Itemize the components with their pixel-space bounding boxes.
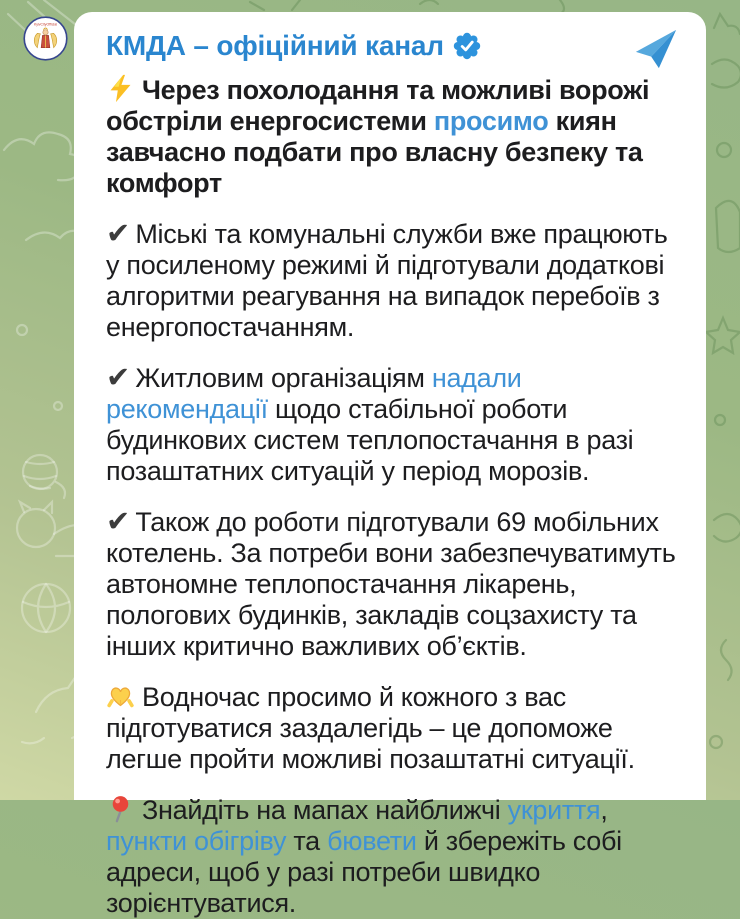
check-icon: ✔ [106,360,131,394]
text-segment: Житловим організаціям [135,363,432,393]
message-paragraph [106,362,682,487]
message-paragraph [106,794,682,919]
paragraph-text [106,507,676,661]
paragraph-text [106,219,667,342]
text-segment: щодо стабільної роботи будинкових систем теплопостачання в разі позаштатних ситуацій у період морозів. [106,394,634,486]
inline-link[interactable]: надали рекомендації [106,363,522,424]
message-paragraph [106,681,682,775]
paragraph-text [106,363,633,486]
paragraph-text [106,682,635,774]
text-segment: Міські та комунальні служби вже працюють у посиленому режимі й підготували додаткові алгоритми реагування на випадок перебоїв з енергопостачанням. [106,219,668,342]
text-segment: Через похолодання та можливі ворожі обстріли енергосистеми [106,75,650,136]
message-paragraph [106,218,682,343]
message-paragraph [106,506,682,662]
channel-name[interactable]: КМДА – офіційний канал [106,30,444,61]
paragraph-text [106,75,649,198]
verified-badge-icon [453,32,481,60]
text-segment: та [286,826,328,856]
avatar-caption: KyivCityOfficial [33,22,58,27]
text-segment: й збережіть собі адреси, щоб у разі потреби швидко зорієнтуватися. [106,826,622,918]
message-bubble [74,12,706,918]
message-paragraph [106,74,682,199]
round-pushpin-icon [106,794,135,823]
inline-link[interactable]: бювети [327,826,417,856]
inline-link[interactable]: пункти обігріву [106,826,287,856]
channel-avatar[interactable] [23,16,68,61]
message-header [106,26,682,66]
check-icon: ✔ [106,216,131,250]
text-segment: киян завчасно подбати про власну безпеку та комфорт [106,106,643,198]
text-segment: Водночас просимо й кожного з вас підготуватися заздалегідь – це допоможе легше пройти можливі позаштатні ситуації. [106,682,635,774]
check-icon: ✔ [106,504,131,538]
text-segment: Також до роботи підготували 69 мобільних котелень. За потреби вони забезпечуватимуть автономне теплопостачання лікарень, пологових будинків, закладів соцзахисту та інших критично важливих об’єктів. [106,507,676,661]
inline-link[interactable]: просимо [433,106,549,136]
inline-link[interactable]: укриття [507,795,601,825]
heart-hands-icon [106,681,135,710]
lightning-icon [106,74,135,103]
text-segment: , [600,795,608,825]
text-segment: Знайдіть на мапах найближчі [142,795,508,825]
telegram-plane-icon[interactable] [630,26,682,72]
paragraph-text [106,795,622,918]
